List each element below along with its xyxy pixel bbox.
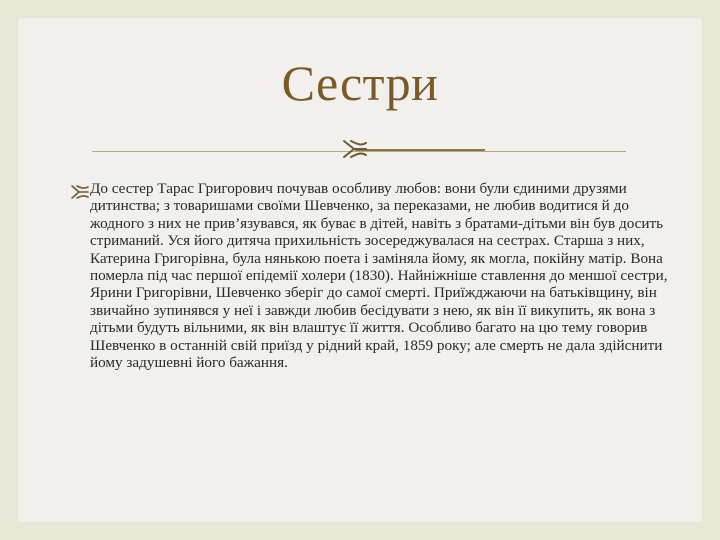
- title-divider-accent: [355, 149, 485, 151]
- bullet-item: [70, 180, 670, 371]
- wave-chevron-icon: [70, 182, 90, 202]
- slide-title: Сестри: [281, 55, 439, 111]
- wave-chevron-icon: [341, 135, 369, 163]
- bullet-text: До сестер Тарас Григорович почував особливу любов: вони були єдиними друзями дитинства; з товаришами своїми Шевченко, за переказами, не любив водитися й до жодного з них не прив’язувався, як буває в дітей, навіть з братами-дітьми він був досить стриманий. Уся його дитяча прихильність зосереджувалася на сестрах. Старша з них, Катерина Григорівна, була нянькою поета і заміняла йому, як могла, покійну матір. Вона померла під час першої епідемії холери (1830). Найніжніше ставлення до меншої сестри, Ярини Григорівни, Шевченко зберіг до самої смерті. Приїжджаючи на батьківщину, він звичайно зупинявся у неї і завжди любив бесідувати з нею, як він її викупить, як вона з дітьми будуть вільними, як він влаштує її життя. Особливо багато на цю тему говорив Шевченко в останній свій приїзд у рідний край, 1859 року; але смерть не дала здійснити йому задушевні його бажання.: [90, 180, 668, 372]
